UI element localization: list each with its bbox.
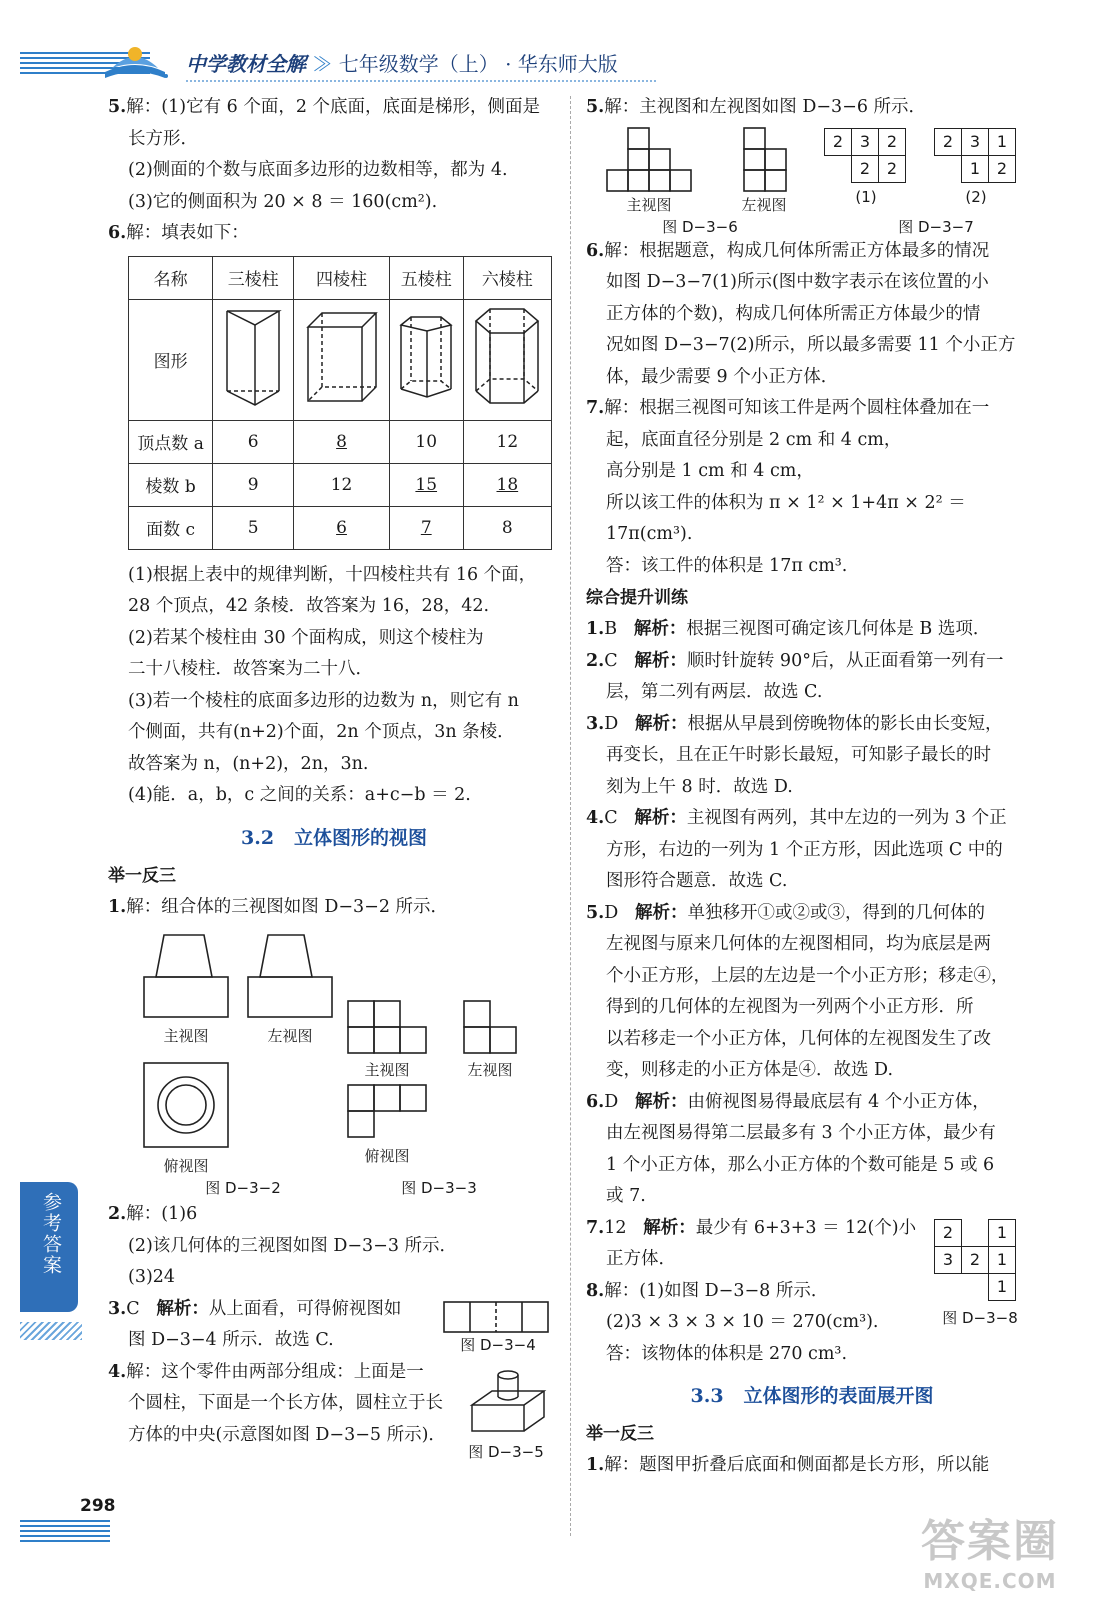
answer-line: 解：根据三视图可知该工件是两个圆柱体叠加在一 [604,398,990,418]
answer-number: 5. [586,97,605,117]
answer-line: 解：题图甲折叠后底面和侧面都是长方形，所以能 [604,1455,990,1475]
count-grid-max [824,128,906,183]
subsection-title: 举一反三 [586,1424,654,1444]
figure-caption: 图 D−3−5 [468,1442,544,1461]
header-arrow: ≫ [312,52,333,76]
answer-line: 解：主视图和左视图如图 D−3−6 所示． [604,97,927,117]
table-cell [389,506,463,549]
table-figure-row [129,299,552,420]
table-cell-value: 8 [336,431,347,452]
answer-line: 1 个小正方体，那么小正方体的个数可能是 5 或 6 [606,1154,995,1175]
grid-cell: 2 [825,128,852,155]
answer-line: 根据三视图可确定该几何体是 B 选项． [686,619,991,639]
header-dotted-rule [186,80,656,82]
prism-table [128,256,552,550]
table-cell: 12 [294,463,390,506]
count-grid-d38 [934,1219,1016,1301]
section-number: 3.2 [241,826,275,849]
analysis-label: 解析： [635,1091,688,1112]
answer-line: 所以该工件的体积为 π × 1² × 1+4π × 2² ＝ 17π(cm³). [606,492,966,544]
answer-line: (3)24 [128,1267,176,1287]
answer-number: 7. [586,1217,605,1238]
figure-caption: 图 D−3−6 [662,217,738,236]
table-header-cell: 六棱柱 [463,256,551,299]
figure-label: (2) [965,187,987,206]
table-cell: 12 [463,420,551,463]
answer-number: 4. [586,808,605,828]
answer-choice: C [604,808,618,828]
answer-line: 由俯视图易得最底层有 4 个小正方体， [687,1091,990,1112]
table-row [129,506,552,549]
table-cell: 8 [463,506,551,549]
answer-line: 图形符合题意．故选 C. [606,871,788,891]
answer-line: 二十八棱柱．故答案为二十八． [128,659,373,679]
figure-caption: 图 D−3−8 [942,1308,1018,1327]
mc-item-3 [586,709,1038,804]
answer-line: 刻为上午 8 时．故选 D. [606,776,793,797]
answer-line: (2)若某个棱柱由 30 个面构成，则这个棱柱为 [128,627,484,648]
analysis-label: 解析： [156,1298,209,1319]
answer-line: 个小正方形，上层的左边是一个小正方形；移走④， [606,965,1009,986]
page-number: 298 [80,1496,116,1516]
figure-caption: 图 D−3−4 [460,1335,536,1354]
figure-label: 主视图 [163,1027,209,1045]
figure-label: 俯视图 [364,1147,410,1165]
grid-cell: 2 [935,128,962,155]
grid-cell: 3 [962,128,989,155]
answer-line: 长方形． [128,128,198,149]
answer-line: 变，则移走的小正方体是④．故选 D. [606,1060,894,1080]
table-row [129,463,552,506]
hexagonal-prism-svg [472,303,542,411]
watermark [905,1505,1075,1593]
answer-line: 图 D−3−4 所示．故选 C. [128,1330,334,1350]
answer-line: 解：(1)6 [126,1204,198,1224]
grid-cell: 1 [989,128,1016,155]
table-header-row [129,256,552,299]
answer-line: 层，第二列有两层．故选 C. [606,682,823,702]
table-header-cell: 五棱柱 [389,256,463,299]
answer-number: 1. [586,1455,605,1475]
watermark-url: MXQE.COM [923,1569,1057,1593]
answer-number: 5. [586,902,605,923]
answer-choice: B [604,619,618,639]
answer-line: 解：这个零件由两部分组成：上面是一 [126,1361,424,1382]
figure-label: (1) [855,187,877,206]
table-cell-value: 18 [496,474,519,495]
footer-stripes [20,1520,110,1544]
figure-label: 主视图 [364,1061,410,1079]
answer-line: (3)若一个棱柱的底面多边形的边数为 n，则它有 n [128,690,519,711]
answer-choice: D [604,713,619,734]
table-header-cell: 四棱柱 [294,256,390,299]
table-cell [294,420,390,463]
grid-cell-empty [962,1273,989,1300]
answer-number: 2. [586,650,605,671]
answer-b3 [108,1294,560,1357]
answer-line: 顺时针旋转 90°后，从正面看第一列有一 [686,650,1004,671]
answer-line: 28 个顶点，42 条棱．故答案为 16，28，42. [128,596,490,616]
right-column [586,92,1038,1482]
answer-line: 答：该物体的体积是 270 cm³. [606,1343,848,1364]
answer-line: 体，最少需要 9 个小正方体． [606,366,839,387]
figure-caption: 图 D−3−2 [205,1179,281,1197]
mc-item-1 [586,614,1038,646]
left-column [108,92,560,1461]
answer-line: 方体的中央(示意图如图 D−3−5 所示)． [128,1424,446,1445]
answer-number: 4. [108,1361,127,1382]
answer-choice: D [604,902,619,923]
answer-line: 个圆柱，下面是一个长方体，圆柱立于长 [128,1393,443,1413]
book-logo-icon [100,38,170,82]
answer-r7 [586,393,1038,582]
analysis-label: 解析： [634,650,687,671]
figure-label: 俯视图 [163,1157,209,1175]
figure-label: 左视图 [741,195,787,214]
answer-line: 解：组合体的三视图如图 D−3−2 所示． [126,896,449,917]
answer-line: (2)该几何体的三视图如图 D−3−3 所示． [128,1235,458,1256]
answer-line: 左视图与原来几何体的左视图相同，均为底层是两 [606,934,991,954]
grid-cell-empty [825,155,852,182]
grid-cell: 2 [962,1246,989,1273]
side-stripes [20,1322,82,1340]
column-divider [570,96,571,1536]
top-view-d34-svg [442,1300,550,1334]
header-sep: · [505,52,512,76]
grid-cell: 1 [989,1246,1016,1273]
answer-line: 主视图有两列，其中左边的一列为 3 个正 [686,808,1007,828]
answer-line: 高分别是 1 cm 和 4 cm， [606,461,814,481]
reference-answer-label: 参考答案 [40,1192,62,1276]
count-grid-min [934,128,1016,183]
answer-line: 况如图 D−3−7(2)所示，所以最多需要 11 个小正方 [606,335,1016,355]
answer-intro: 解：填表如下： [126,223,249,243]
answer-choice: 12 [604,1217,627,1238]
grid-cell: 1 [989,1273,1016,1300]
table-row [129,420,552,463]
header-edition: 华东师大版 [517,52,618,76]
figure-label: 左视图 [467,1061,513,1079]
table-cell: 9 [213,463,294,506]
figures-d36-d37 [586,124,1038,236]
answer-number: 7. [586,398,605,418]
answer-line: 从上面看，可得俯视图如 [208,1298,402,1319]
grid-cell-empty [935,155,962,182]
answer-line: 或 7. [606,1186,646,1206]
pentagonal-prism-figure [389,299,463,420]
answer-b2 [108,1199,560,1294]
page-header [0,0,1096,90]
section-number: 3.3 [690,1385,724,1407]
answer-number: 3. [586,713,605,734]
answer-line: 解：(1)它有 6 个面，2 个底面，底面是梯形，侧面是 [126,97,541,117]
section-title-3-3 [586,1376,1038,1416]
answer-choice: C [604,650,618,671]
grid-cell: 3 [935,1246,962,1273]
answer-number: 8. [586,1280,605,1301]
hexagonal-prism-figure [463,299,551,420]
analysis-label: 解析： [643,1217,696,1238]
header-brand: 中学教材全解 [186,52,306,76]
answer-line: (2)3 × 3 × 3 × 10 ＝ 270(cm³). [606,1312,879,1332]
figure-label: 主视图 [626,195,672,214]
mc-item-6 [586,1087,1038,1213]
answer-line: (3)它的侧面积为 20 × 8 ＝ 160(cm²). [128,191,438,212]
subsection-title: 综合提升训练 [586,588,688,608]
answer-line: 起，底面直径分别是 2 cm 和 4 cm， [606,429,902,450]
quadrangular-prism-figure [294,299,390,420]
cylinder-on-cuboid-svg [468,1365,548,1439]
table-cell-value: 15 [415,474,438,495]
answer-line: 再变长，且在正午时影长最短，可知影子最长的时 [606,745,991,765]
grid-cell: 2 [989,155,1016,182]
grid-cell: 2 [879,155,906,182]
answer-line: 解：(1)如图 D−3−8 所示． [604,1280,829,1301]
answer-choice: D [604,1091,619,1112]
answer-line: 个侧面，共有(n+2)个面，2n 个顶点，3n 条棱． [128,722,515,742]
answer-line: 正方体的个数)，构成几何体所需正方体最少的情 [606,303,981,324]
section-name: 立体图形的视图 [293,826,427,849]
pentagonal-prism-svg [397,311,455,403]
mc-item-2 [586,646,1038,709]
answer-number: 6. [586,240,605,261]
table-row-label: 面数 c [129,506,213,549]
answer-r7b-r8 [586,1213,1038,1371]
grid-cell: 2 [879,128,906,155]
answer-line: 如图 D−3−7(1)所示(图中数字表示在该位置的小 [606,272,989,292]
table-cell-value: 6 [336,517,347,538]
table-row-label: 棱数 b [129,463,213,506]
answer-line: 故答案为 n，(n+2)，2n，3n. [128,753,369,774]
answer-line: (1)根据上表中的规律判断，十四棱柱共有 16 个面， [128,564,537,585]
table-cell: 5 [213,506,294,549]
grid-cell: 2 [935,1219,962,1246]
table-cell [463,463,551,506]
triangular-prism-figure [213,299,294,420]
figure-label: 左视图 [267,1027,313,1045]
answer-line: (4)能．a，b，c 之间的关系：a+c−b ＝ 2. [128,785,471,805]
mc-item-4 [586,803,1038,898]
answer-choice: C [126,1298,140,1319]
table-cell [294,506,390,549]
table-header-cell: 名称 [129,256,213,299]
grid-cell: 1 [989,1219,1016,1246]
answer-b4 [108,1357,560,1461]
table-cell: 6 [213,420,294,463]
answer-number: 6. [108,223,127,243]
table-row-label: 顶点数 a [129,420,213,463]
section-title-3-2 [108,818,560,858]
header-subtitle: 七年级数学（上） [338,52,499,76]
subsection-title: 举一反三 [108,865,176,886]
answer-line: 单独移开①或②或③，得到的几何体的 [687,902,986,923]
answer-line: 方形，右边的一列为 1 个正方形，因此选项 C 中的 [606,839,1003,860]
quadrangular-prism-svg [304,307,380,407]
grid-cell: 3 [852,128,879,155]
watermark-main: 答案圈 [921,1516,1059,1567]
grid-cell: 2 [852,155,879,182]
figures-d32-d33 [108,923,560,1199]
answer-line: 由左视图易得第二层最多有 3 个小正方体，最少有 [606,1123,996,1143]
header-title [186,48,618,77]
table-cell: 10 [389,420,463,463]
answer-number: 2. [108,1204,127,1224]
answer-line: 以若移走一个小正方体，几何体的左视图发生了改 [606,1028,991,1049]
answer-line: 最少有 6+3+3 ＝ 12(个)小 [695,1217,917,1238]
grid-cell-empty [962,1219,989,1246]
grid-cell: 1 [962,155,989,182]
mc-item-5 [586,898,1038,1087]
table-header-cell: 三棱柱 [213,256,294,299]
answer-number: 6. [586,1091,605,1112]
answer-number: 3. [108,1298,127,1319]
answer-line: (2)侧面的个数与底面多边形的边数相等，都为 4. [128,160,508,180]
analysis-label: 解析： [635,902,688,923]
answer-line: 得到的几何体的左视图为一列两个小正方形．所 [606,997,974,1017]
figure-caption: 图 D−3−7 [898,217,974,236]
answer-5 [108,92,560,218]
analysis-label: 解析： [635,713,688,734]
answer-line: 答：该工件的体积是 17π cm³. [606,555,848,576]
answer-number: 1. [586,619,605,639]
analysis-label: 解析： [634,808,687,828]
table-cell [389,463,463,506]
grid-cell-empty [935,1273,962,1300]
answer-line: 正方体． [606,1249,676,1269]
answer-number: 5. [108,97,127,117]
answer-line: 根据从早晨到傍晚物体的影长由长变短， [687,713,1003,734]
table-cell-value: 7 [420,517,432,538]
table-row-label: 图形 [129,299,213,420]
triangular-prism-svg [221,303,285,411]
answer-number: 1. [108,896,127,917]
section-name: 立体图形的表面展开图 [743,1385,934,1407]
answer-6 [108,218,560,812]
answer-line: 解：根据题意，构成几何体所需正方体最多的情况 [604,240,990,261]
analysis-label: 解析： [633,619,687,639]
figure-caption: 图 D−3−3 [401,1179,477,1197]
answer-r6 [586,236,1038,394]
